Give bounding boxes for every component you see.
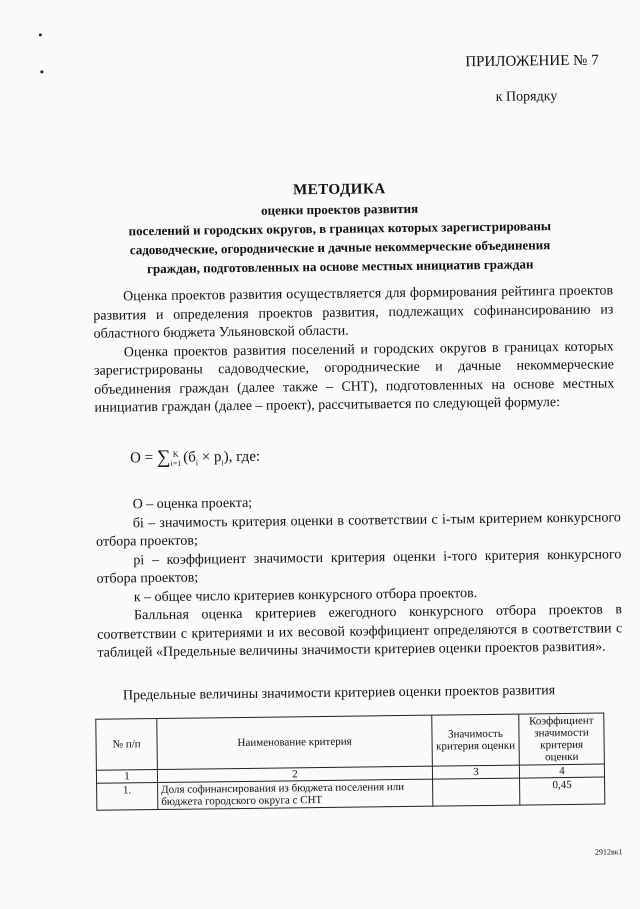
- intro-text: [93, 282, 615, 418]
- table-cell: 1.: [97, 783, 158, 811]
- subtitle-line: оценки проектов развития: [260, 200, 419, 218]
- formula-index: i: [195, 458, 199, 468]
- definition: к – общее число критериев конкурсного отбора проектов.: [133, 585, 478, 605]
- sum-lower-limit: i=1: [170, 458, 182, 468]
- order-reference: к Порядку: [495, 89, 558, 105]
- sum-upper-limit: K: [172, 449, 179, 459]
- formula-term: × p: [197, 449, 222, 466]
- formula-lhs: О =: [129, 450, 154, 467]
- formula: [130, 445, 260, 469]
- table-cell: 2: [157, 766, 432, 782]
- subtitle-line: граждан, подготовленных на основе местных инициатив граждан: [147, 256, 534, 277]
- subtitle-line: поселений и городских округов, в границах которых зарегистрированы: [128, 218, 552, 239]
- formula-term: (б: [183, 449, 196, 466]
- scan-mark: [39, 33, 42, 36]
- subtitle-line: садоводческие, огороднические и дачные некоммерческие объединения: [129, 237, 551, 258]
- document-code: 2912вк1: [594, 847, 623, 857]
- definition: Балльная оценка критериев ежегодного конкурсного отбора проектов в соответствии с критериями и их весовой коэффициент определяются в соответствии с таблицей «Предельные величины значимости критериев оценки проектов развития».: [97, 602, 623, 661]
- column-header: Значимость критерия оценки: [432, 714, 520, 766]
- definition: О – оценка проекта;: [132, 495, 253, 513]
- formula-tail: ), где:: [223, 448, 261, 466]
- table-header-row: [96, 713, 605, 770]
- sum-symbol: ∑: [156, 446, 171, 468]
- scan-mark: [40, 70, 43, 73]
- formula-index: i: [221, 458, 224, 468]
- table-cell: Доля софинансирования из бюджета поселения или бюджета городского округа с СНТ: [158, 779, 433, 809]
- column-header: Наименование критерия: [157, 715, 433, 769]
- definition: бi – значимость критерия оценки в соответствии с i-тым критерием конкурсного отбора проектов;: [96, 509, 621, 550]
- table-cell: 4: [519, 764, 604, 778]
- document-title: МЕТОДИКА: [292, 181, 386, 199]
- definitions: [96, 490, 623, 663]
- criteria-table: [95, 713, 605, 811]
- table-row: [97, 777, 605, 810]
- table-cell: [433, 778, 520, 806]
- paragraph: Оценка проектов развития осуществляется для формирования рейтинга проектов развития и определения проектов развития, подлежащих софинансированию из областного бюджета Ульяновской области.: [93, 283, 614, 342]
- table-cell: 3: [432, 765, 519, 779]
- document-title-block: [67, 176, 613, 279]
- column-header: № п/п: [96, 719, 158, 771]
- paragraph: Оценка проектов развития поселений и городских округов в границах которых зарегистрированы садоводческие, огороднические и дачные некоммерческие объединения граждан (далее также – СНТ), подготовленных на основе местных инициатив граждан (далее – проект), рассчитывается по следующей формуле:: [93, 338, 615, 416]
- table-cell: 0,45: [520, 777, 605, 805]
- sum-limits: [170, 449, 181, 467]
- table-caption: Предельные величины значимости критериев оценки проектов развития: [122, 683, 556, 704]
- appendix-label: ПРИЛОЖЕНИЕ № 7: [465, 52, 599, 71]
- definition: pi – коэффициент значимости критерия оценки i-того критерия конкурсного отбора проектов;: [96, 546, 622, 587]
- column-header: Коэффициент значимости критерия оценки: [519, 713, 605, 765]
- table-cell: 1: [96, 770, 157, 784]
